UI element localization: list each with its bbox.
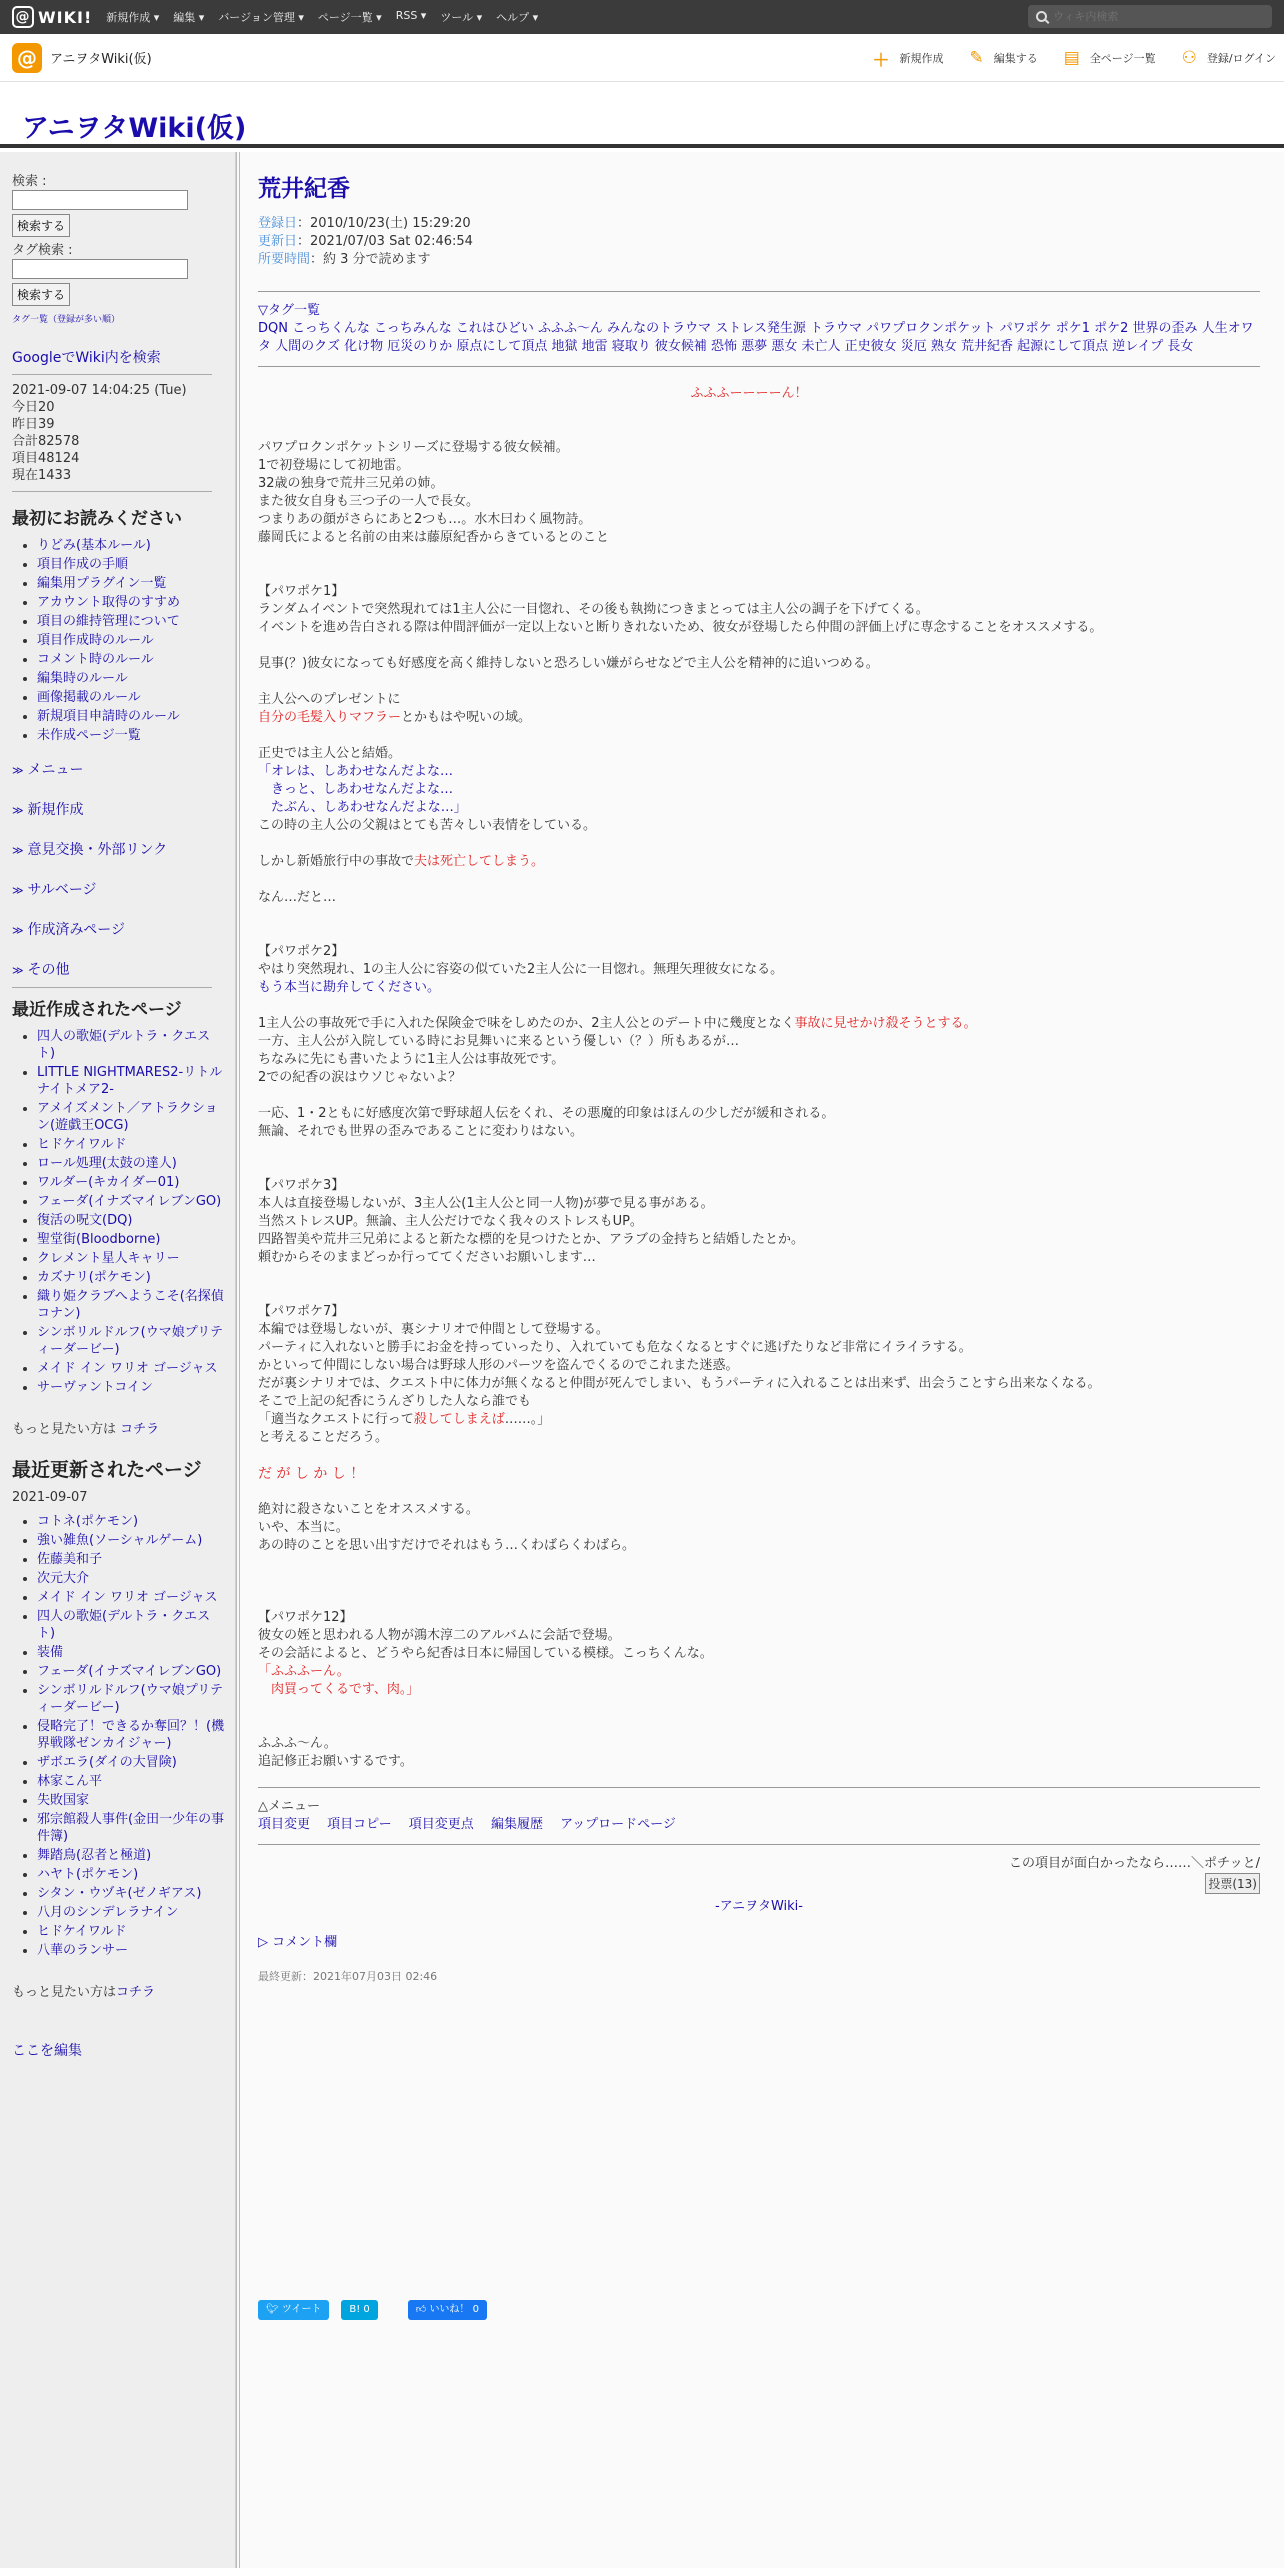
wiki-title[interactable]: アニヲタWiki(仮) — [22, 113, 247, 144]
wiki-search-box — [1028, 5, 1272, 28]
section-powapoke12: 【パワポケ12】 彼女の姪と思われる人物が鴻木淳二のアルバムに会話で登場。 その会話によると、どうやら紀香は日本に帰国している模様。こっちくんな。 「ふふふーん。 肉買ってくるです、肉。」 — [258, 1610, 713, 1697]
list-item: • 失敗国家 — [37, 1792, 227, 1809]
list-item: • 四人の歌姫(デルトラ・クエスト) — [37, 1608, 227, 1642]
double-chevron-icon: ≫ — [12, 884, 24, 897]
page-title: 荒井紀香 — [258, 176, 350, 202]
list-item: • アメイズメント／アトラクション(遊戯王OCG) — [37, 1100, 227, 1134]
list-item: • ワルダー(キカイダー01) — [37, 1174, 227, 1191]
more-created: もっと見たい方は コチラ — [12, 1422, 160, 1437]
atwiki-logo[interactable] — [12, 6, 92, 28]
atwiki-icon: @ — [12, 43, 42, 73]
fold-menu[interactable]: ≫ メニュー — [12, 762, 84, 778]
list-item: • りどみ(基本ルール) — [37, 537, 236, 554]
fold-links[interactable]: ≫ 意見交換・外部リンク — [12, 842, 168, 858]
closing-text: ふふふ～ん。 追記修正お願いするです。 — [258, 1736, 413, 1769]
more-updated-link[interactable]: コチラ — [116, 1985, 156, 2000]
sidebar-search-button[interactable]: 検索する — [12, 214, 70, 237]
wiki-header — [0, 82, 1284, 148]
page-meta: 登録日：2010/10/23(土) 15:29:20 更新日：2021/07/03 Sat 02:46:54 所要時間：約 3 分で読めます — [258, 216, 473, 267]
link-upload-page[interactable]: アップロードページ — [560, 1817, 676, 1832]
fold-created[interactable]: ≫ 作成済みページ — [12, 922, 125, 938]
list-item: • 侵略完了！できるか奪回？！(機界戦隊ゼンカイジャー) — [37, 1718, 227, 1752]
list-item: • 新規項目申請時のルール — [37, 708, 236, 725]
comment-toggle[interactable]: ▷ コメント欄 — [258, 1935, 338, 1950]
facebook-like-button[interactable]: 👍︎ いいね！ 0 — [408, 2300, 487, 2320]
all-pages-button[interactable]: ▤ 全ページ一覧 — [1063, 48, 1156, 68]
list-item: • メイド イン ワリオ ゴージャス — [37, 1589, 227, 1606]
list-item: • 聖堂街(Bloodborne) — [37, 1231, 227, 1248]
list-item: • 画像掲載のルール — [37, 689, 236, 706]
list-item: • 復活の呪文(DQ) — [37, 1212, 227, 1229]
page-list-icon: ▤ — [1063, 48, 1080, 68]
list-item: • ヒドケイワルド — [37, 1923, 227, 1940]
vote-button[interactable]: 投票(13) — [1205, 1873, 1260, 1894]
section-powapoke3: 【パワポケ3】 本人は直接登場しないが、3主人公(1主人公と同一人物)が夢で見る事がある。 当然ストレスUP。無論、主人公だけでなく我々のストレスもUP。 四路智美や荒井三兄弟によると新たな標的を見つけたとか、アラブの金持ちと結婚したとか。 頼むからそのままどっか行っててくださいお願いします… — [258, 1178, 805, 1265]
list-item: • シンボリルドルフ(ウマ娘プリティーダービー) — [37, 1324, 227, 1358]
list-item: • コメント時のルール — [37, 651, 236, 668]
list-item: • 林家こん平 — [37, 1773, 227, 1790]
first-read-list — [37, 537, 236, 744]
list-item: • アカウント取得のすすめ — [37, 594, 236, 611]
list-item: • 未作成ページ一覧 — [37, 727, 236, 744]
google-search-link[interactable]: GoogleでWiki内を検索 — [12, 350, 161, 366]
share-buttons — [258, 2300, 499, 2320]
list-item: • 編集用プラグイン一覧 — [37, 575, 236, 592]
list-item: • 四人の歌姫(デルトラ・クエスト) — [37, 1028, 227, 1062]
double-chevron-icon: ≫ — [12, 964, 24, 977]
menu-version[interactable]: バージョン管理 ▾ — [218, 11, 304, 24]
logo-text: WIKI! — [38, 7, 93, 27]
list-item: • フェーダ(イナズマイレブンGO) — [37, 1193, 227, 1210]
section-powapoke2: 【パワポケ2】 やはり突然現れ、1の主人公に容姿の似ていた2主人公に一目惚れ。無理矢理彼女になる。 もう本当に勘弁してください。 1主人公の事故死で手に入れた保険金で味をしめたのか、2主人公とのデート中に幾度となく事故に見せかけ殺そうとする。 一方、主人公が入院している時にお見舞いに来るという優しい（？）所もあるが… ちなみに先にも書いたように1主人公は事故死です。 2での紀香の涙はウソじゃないよ？ 一応、1・2ともに好感度次第で野球超人伝をくれ、その悪魔的印象はほんの少しだが緩和される。 無論、それでも世界の歪みであることに変わりはない。 — [258, 944, 977, 1139]
list-item: • ザボエラ(ダイの大冒険) — [37, 1754, 227, 1771]
list-item: • 項目作成の手順 — [37, 556, 236, 573]
list-item: • コトネ(ポケモン) — [37, 1513, 227, 1530]
list-item: • 織り姫クラブへようこそ(名探偵コナン) — [37, 1288, 227, 1322]
menu-rss[interactable]: RSS ▾ — [395, 9, 427, 22]
section-powapoke1: 【パワポケ1】 ランダムイベントで突然現れては1主人公に一目惚れ、その後も執拗につきまとっては主人公の調子を下げてくる。 イベントを進め告白される際は仲間評価が一定以上ないと断りきれないため、彼女が登場したら仲間の評価上げに専念することをオススメする。 見事(？)彼女になっても好感度を高く維持しないと恐ろしい嫌がらせなどで主人公を精神的に追いつめる。 主人公へのプレゼントに 自分の毛髪入りマフラーとかもはや呪いの域。 正史では主人公と結婚。 「オレは、しあわせなんだよな… きっと、しあわせなんだよな… たぶん、しあわせなんだよな…」 この時の主人公の父親はとても苦々しい表情をしている。 しかし新婚旅行中の事故で夫は死亡してしまう。 なん…だと… — [258, 584, 1103, 905]
search-label: 検索 : — [12, 174, 47, 189]
site-name: アニヲタWiki(仮) — [50, 52, 152, 67]
list-item: • 編集時のルール — [37, 670, 236, 687]
tag-search-label: タグ検索 : — [12, 243, 73, 258]
list-item: • フェーダ(イナズマイレブンGO) — [37, 1663, 227, 1680]
sidebar: 検索 : 検索する タグ検索 : 検索する タグ一覧（登録が多い順） GoogleでWiki内を検索 2021-09-07 14:04:25 (Tue) 今日20 昨日39 合計82578 項目48124 現在1433 最初にお読みください • りどみ(基本ルール) • 項目作成の手順 • 編集用プラグイン一覧 • アカウント取得のすすめ • 項目の維持管理について • 項目作成時のルール • コメント時のルール • 編集時のルール • 画像掲載のルール • 新規項目申請時のルール • 未作成ページ一覧 ≫ メニュー ≫ 新規作成 ≫ 意見交換・外部リンク ≫ サルベージ ≫ 作成済みページ ≫ その他 最近作成されたページ • 四人の歌姫(デルトラ・クエスト) • LITTLE NIGHTMARES2-リトルナイトメア2- • アメイズメント／アトラクション(遊戯王OCG) • ヒドケイワルド • ロール処理(太鼓の達人) • ワルダー(キカイダー01) • フェーダ(イナズマイレブンGO) • 復活の呪文(DQ) • 聖堂街(Bloodborne) • クレメント星人キャリー • カズナリ(ポケモン) • 織り姫クラブへようこそ(名探偵コナン) • シンボリルドルフ(ウマ娘プリティーダービー) • メイド イン ワリオ ゴージャス • サーヴァントコイン もっと見たい方は コチラ 最近更新されたページ 2021-09-07 • コトネ(ポケモン) • 強い雑魚(ソーシャルゲーム) • 佐藤美和子 • 次元大介 • メイド イン ワリオ ゴージャス • 四人の歌姫(デルトラ・クエスト) • 装備 • フェーダ(イナズマイレブンGO) • シンボリルドルフ(ウマ娘プリティーダービー) • 侵略完了！できるか奪回？！(機界戦隊ゼンカイジャー) • ザボエラ(ダイの大冒険) • 林家こん平 • 失敗国家 • 邪宗館殺人事件(金田一少年の事件簿) • 舞踏鳥(忍者と極道) • ハヤト(ポケモン) • シタン・ウヅキ(ゼノギアス) • 八月のシンデレラナイン • ヒドケイワルド • 八華のランサー もっと見たい方はコチラ ここを編集 — [0, 152, 236, 2568]
double-chevron-icon: ≫ — [12, 804, 24, 817]
list-item: • シンボリルドルフ(ウマ娘プリティーダービー) — [37, 1682, 227, 1716]
fold-salvage[interactable]: ≫ サルベージ — [12, 882, 97, 898]
fold-new[interactable]: ≫ 新規作成 — [12, 802, 84, 818]
more-created-link[interactable]: コチラ — [120, 1422, 160, 1437]
tag-list-link[interactable]: タグ一覧（登録が多い順） — [12, 315, 121, 325]
menu-tools[interactable]: ツール ▾ — [440, 11, 483, 24]
at-logo-icon: @ — [12, 6, 34, 28]
intro-paragraph: パワプロクンポケットシリーズに登場する彼女候補。 1で初登場にして初地雷。 32歳の独身で荒井三兄弟の姉。 また彼女自身も三つ子の一人で長女。 つまりあの顔がさらにあと2つも…。水木曰わく風物詩。 藤岡氏によると名前の由来は藤原紀香からきているとのこと — [258, 440, 610, 545]
site-link[interactable]: -アニヲタWiki- — [715, 1899, 803, 1914]
tag-search-button[interactable]: 検索する — [12, 283, 70, 306]
vote-text: この項目が面白かったなら……＼ポチッと/ — [1009, 1856, 1260, 1871]
list-item: • 佐藤美和子 — [37, 1551, 227, 1568]
menu-edit[interactable]: 編集 ▾ — [173, 11, 205, 24]
link-item-copy[interactable]: 項目コピー — [327, 1817, 392, 1832]
edit-sidebar-link[interactable]: ここを編集 — [12, 2043, 82, 2059]
sidebar-search-input[interactable] — [12, 190, 188, 210]
tag-list-header[interactable]: ▽タグ一覧 — [258, 303, 320, 318]
site-logo[interactable] — [12, 43, 152, 73]
menu-new[interactable]: 新規作成 ▾ — [106, 11, 160, 24]
list-item: • 装備 — [37, 1644, 227, 1661]
double-chevron-icon: ≫ — [12, 844, 24, 857]
list-item: • シタン・ウヅキ(ゼノギアス) — [37, 1885, 227, 1902]
list-item: • ハヤト(ポケモン) — [37, 1866, 227, 1883]
list-item: • 強い雑魚(ソーシャルゲーム) — [37, 1532, 227, 1549]
first-read-heading: 最初にお読みください — [12, 509, 182, 529]
last-updated: 最終更新：2021年07月03日 02:46 — [258, 1970, 438, 1983]
tag-list[interactable]: DQN こっちくんな こっちみんな これはひどい ふふふ～ん みんなのトラウマ ストレス発生源 トラウマ パワプロクンポケット パワポケ ポケ1 ポケ2 世界の歪み 人生オワタ 人間のクズ 化け物 厄災のりか 原点にして頂点 地獄 地雷 寝取り 彼女候補 恐怖 悪夢 悪女 未亡人 正史彼女 災厄 熟女 荒井紀香 起源にして頂点 逆レイプ 長女 — [258, 321, 1254, 354]
list-item: • 舞踏鳥(忍者と極道) — [37, 1847, 227, 1864]
menu-help[interactable]: ヘルプ ▾ — [496, 11, 539, 24]
list-item: • メイド イン ワリオ ゴージャス — [37, 1360, 227, 1377]
list-item: • LITTLE NIGHTMARES2-リトルナイトメア2- — [37, 1064, 227, 1098]
recent-created-list — [37, 1028, 227, 1396]
thumbs-up-icon: 👍︎ — [415, 2304, 430, 2315]
wiki-search-input[interactable] — [1053, 10, 1263, 23]
recent-updated-list — [37, 1513, 227, 1959]
menu-pages[interactable]: ページ一覧 ▾ — [317, 11, 382, 24]
list-item: • ロール処理(太鼓の達人) — [37, 1155, 227, 1172]
hatena-bookmark-button[interactable]: B! 0 — [341, 2300, 377, 2320]
top-navigation-bar — [0, 0, 1284, 34]
search-icon — [1036, 11, 1047, 22]
link-edit-history[interactable]: 編集履歴 — [490, 1817, 543, 1832]
page-menu-links — [258, 1816, 1260, 1834]
user-icon: ⚇ — [1181, 48, 1197, 68]
link-item-diff[interactable]: 項目変更点 — [408, 1817, 474, 1832]
more-updated: もっと見たい方はコチラ — [12, 1985, 156, 2000]
list-item: • ヒドケイワルド — [37, 1136, 227, 1153]
catch-phrase: ふふふーーーーん！ — [690, 386, 808, 401]
double-chevron-icon: ≫ — [12, 764, 24, 777]
edit-page-button[interactable]: ✎ 編集する — [969, 48, 1038, 68]
list-item: • クレメント星人キャリー — [37, 1250, 227, 1267]
list-item: • カズナリ(ポケモン) — [37, 1269, 227, 1286]
site-header-bar — [0, 34, 1284, 82]
access-counter: 2021-09-07 14:04:25 (Tue) 今日20 昨日39 合計82578 項目48124 現在1433 — [12, 383, 187, 483]
list-item: • サーヴァントコイン — [37, 1379, 227, 1396]
recent-updated-heading: 最近更新されたページ — [12, 1459, 202, 1481]
link-item-change[interactable]: 項目変更 — [258, 1817, 311, 1832]
list-item: • 次元大介 — [37, 1570, 227, 1587]
plus-icon: ＋ — [872, 50, 890, 71]
double-chevron-icon: ≫ — [12, 924, 24, 937]
section-powapoke7: 【パワポケ7】 本編では登場しないが、裏シナリオで仲間として登場する。 パーティに入れないと勝手にお金を持っていったり、入れていても危なくなるとすぐに逃げたりなど非常にイライラする。 かといって仲間にしない場合は野球人形のパーツを盗んでくるのでこれまた迷惑。 だが裏シナリオでは、クエスト中に体力が無くなると仲間が死んでしまい、もうパーティに入れることは出来ず、出会うことすら出来なくなる。 そこで上記の紀香にうんざりした人なら誰でも 「適当なクエストに行って殺してしまえば……。」 と考えることだろう。 だ が し か し ！ 絶対に殺さないことをオススメする。 いや、本当に。 あの時のことを思い出すだけでそれはもう…くわばらくわばら。 — [258, 1304, 1101, 1553]
recent-created-heading: 最近作成されたページ — [12, 1000, 182, 1020]
tag-search-input[interactable] — [12, 259, 188, 279]
list-item: • 八月のシンデレラナイン — [37, 1904, 227, 1921]
tweet-button[interactable]: 🐦︎ ツイート — [258, 2300, 329, 2320]
twitter-icon: 🐦︎ — [266, 2304, 282, 2315]
pencil-icon: ✎ — [969, 48, 984, 68]
page-menu-heading[interactable]: △メニュー — [258, 1799, 320, 1814]
main-content — [236, 152, 1284, 2568]
list-item: • 項目作成時のルール — [37, 632, 236, 649]
list-item: • 邪宗館殺人事件(金田一少年の事件簿) — [37, 1811, 227, 1845]
list-item: • 項目の維持管理について — [37, 613, 236, 630]
login-button[interactable]: ⚇ 登録/ログイン — [1181, 48, 1276, 68]
new-page-button[interactable]: ＋ 新規作成 — [873, 46, 944, 71]
list-item: • 八華のランサー — [37, 1942, 227, 1959]
fold-other[interactable]: ≫ その他 — [12, 962, 70, 978]
